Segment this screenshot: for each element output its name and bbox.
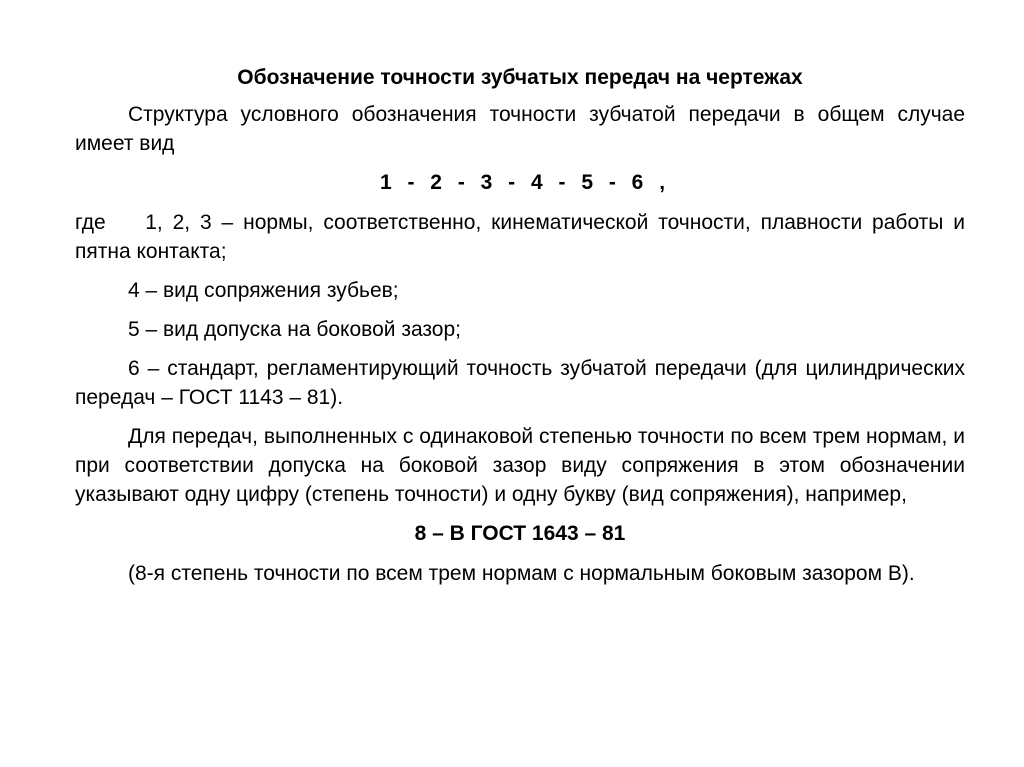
example-explanation: (8-я степень точности по всем трем нормам с нормальным боковым зазором В).	[128, 562, 915, 585]
definition-item-5: 5 – вид допуска на боковой зазор;	[128, 318, 461, 341]
example-formula: 8 – В ГОСТ 1643 – 81	[414, 522, 626, 545]
intro-paragraph: Структура условного обозначения точности зубчатой передачи в общем случае имеет вид	[75, 103, 965, 155]
definition-item-1-2-3: где 1, 2, 3 – нормы, соответственно, кинематической точности, плавности работы и пятна контакта;	[75, 211, 971, 263]
definition-item-6: 6 – стандарт, регламентирующий точность зубчатой передачи (для цилиндрических передач – ГОСТ 1143 – 81).	[75, 357, 965, 409]
structure-formula: 1 - 2 - 3 - 4 - 5 - 6 ,	[379, 171, 667, 194]
definition-item-4: 4 – вид сопряжения зубьев;	[128, 279, 399, 302]
document-page	[75, 62, 971, 598]
page-title: Обозначение точности зубчатых передач на чертежах	[237, 66, 803, 89]
same-degree-paragraph: Для передач, выполненных с одинаковой степенью точности по всем трем нормам, и при соответствии допуска на боковой зазор виду сопряжения в этом обозначении указывают одну цифру (степень точности) и одну букву (вид сопряжения), например,	[75, 425, 965, 506]
